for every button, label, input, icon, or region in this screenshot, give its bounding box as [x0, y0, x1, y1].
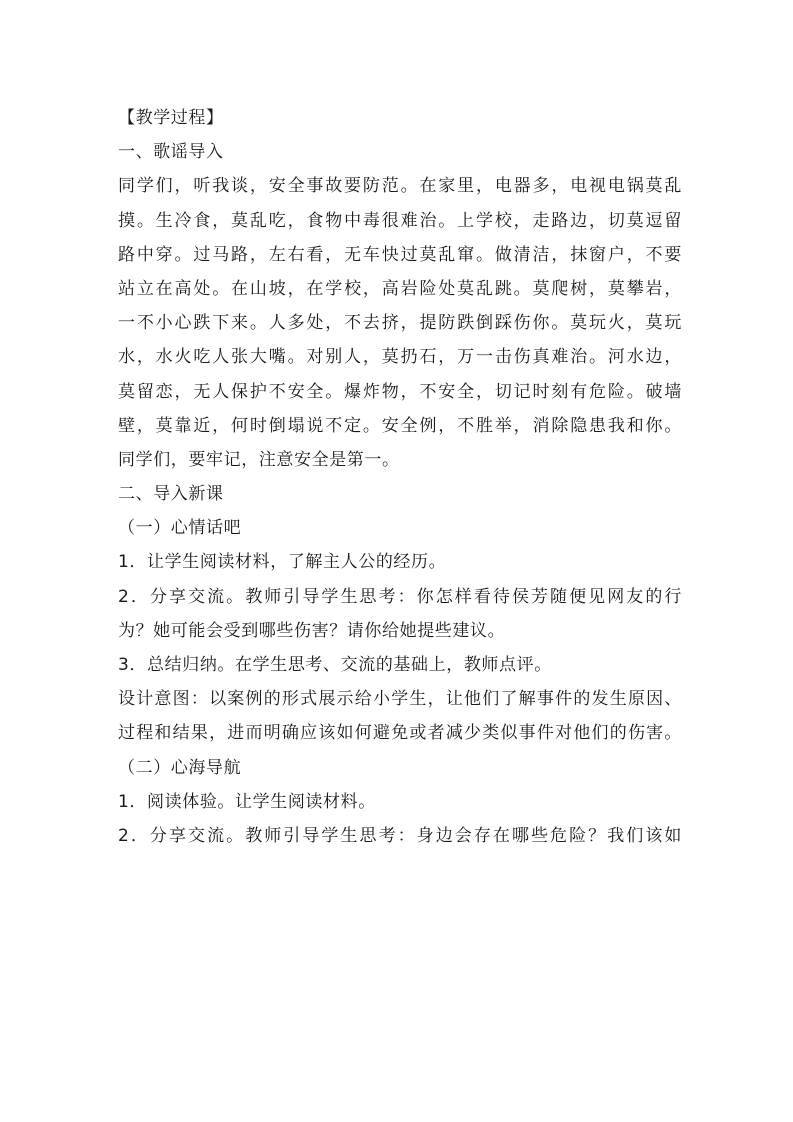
list-item: 2．分享交流。教师引导学生思考：你怎样看待侯芳随便见网友的行 [118, 586, 682, 607]
song-line: 水，水火吃人张大嘴。对别人，莫扔石，万一击伤真难治。河水边， [118, 347, 682, 368]
section-heading: 【教学过程】 [118, 108, 224, 128]
subsection-2-title: （二）心海导航 [118, 757, 242, 778]
song-line: 壁，莫靠近，何时倒塌说不定。安全例，不胜举，消除隐患我和你。 [118, 415, 682, 436]
song-line: 同学们，要牢记，注意安全是第一。 [118, 449, 400, 470]
song-line: 莫留恋，无人保护不安全。爆炸物，不安全，切记时刻有危险。破墙 [118, 381, 682, 402]
list-item: 1．阅读体验。让学生阅读材料。 [118, 791, 376, 812]
section-1-title: 一、歌谣导入 [118, 142, 224, 163]
document-body [118, 101, 682, 853]
list-item: 为？她可能会受到哪些伤害？请你给她提些建议。 [118, 620, 506, 641]
song-line: 一不小心跌下来。人多处，不去挤，提防跌倒踩伤你。莫玩火，莫玩 [118, 313, 682, 334]
song-line: 同学们，听我谈，安全事故要防范。在家里，电器多，电视电锅莫乱 [118, 176, 682, 197]
list-item: 2．分享交流。教师引导学生思考：身边会存在哪些危险？我们该如 [118, 825, 682, 846]
list-item: 1．让学生阅读材料，了解主人公的经历。 [118, 552, 447, 573]
song-line: 站立在高处。在山坡，在学校，高岩险处莫乱跳。莫爬树，莫攀岩， [118, 278, 682, 299]
subsection-1-title: （一）心情话吧 [118, 518, 242, 539]
design-intent-line: 过程和结果，进而明确应该如何避免或者减少类似事件对他们的伤害。 [118, 723, 682, 744]
list-item: 3．总结归纳。在学生思考、交流的基础上，教师点评。 [118, 655, 552, 675]
song-line: 路中穿。过马路，左右看，无车快过莫乱窜。做清洁，抹窗户，不要 [118, 244, 682, 265]
song-line: 摸。生冷食，莫乱吃，食物中毒很难治。上学校，走路边，切莫逗留 [118, 210, 682, 231]
design-intent-line: 设计意图：以案例的形式展示给小学生，让他们了解事件的发生原因、 [118, 689, 682, 710]
section-2-title: 二、导入新课 [118, 484, 224, 505]
